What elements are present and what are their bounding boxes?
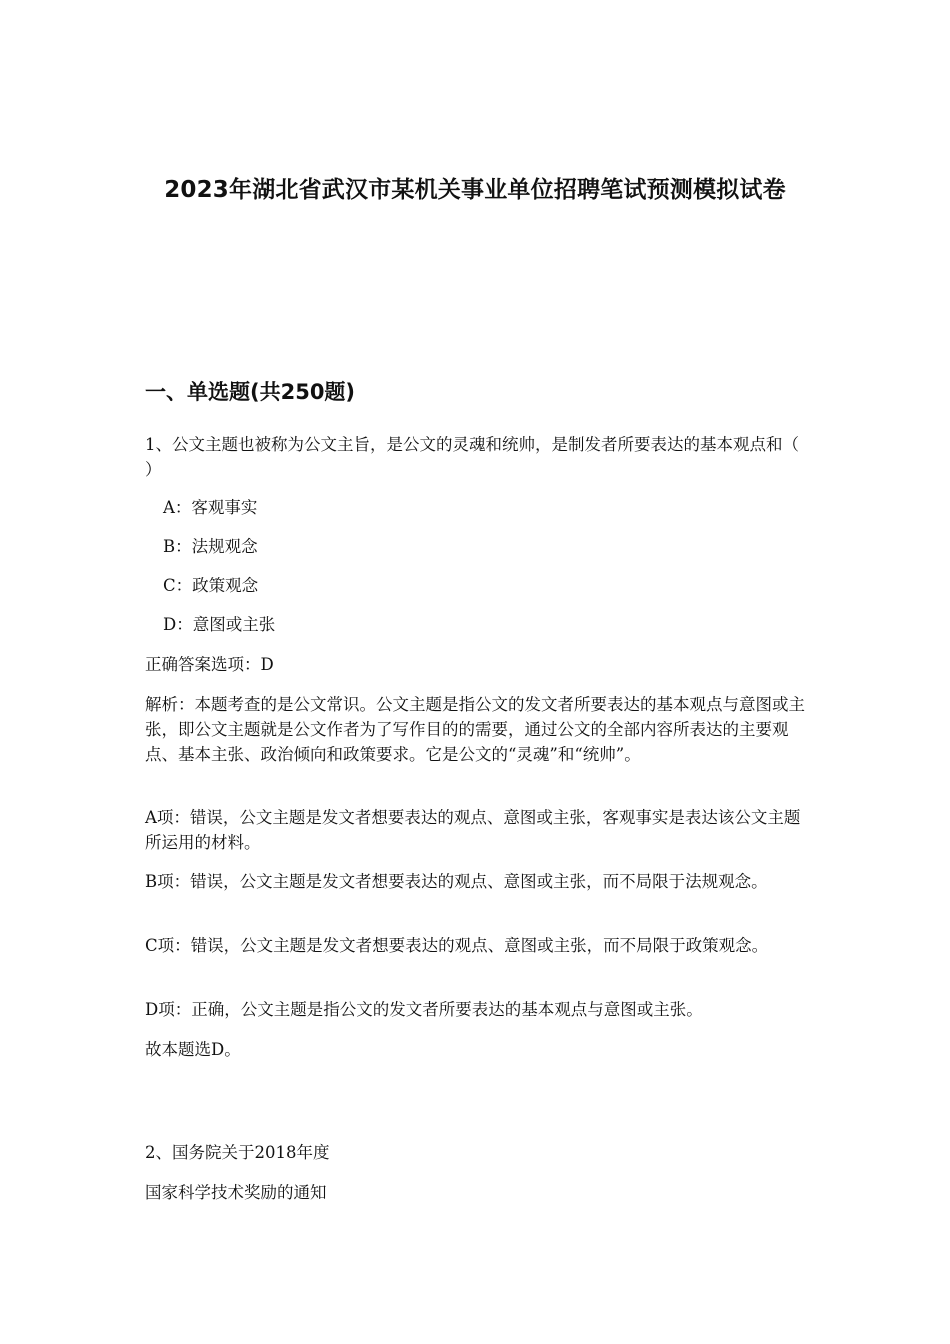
question-1-item-a: A项：错误，公文主题是发文者想要表达的观点、意图或主张，客观事实是表达该公文主题所运用的材料。 bbox=[145, 808, 801, 852]
question-1-answer: 正确答案选项：D bbox=[145, 655, 274, 674]
question-2-stem-line-1: 2、国务院关于2018年度 bbox=[145, 1143, 330, 1162]
question-1-conclusion: 故本题选D。 bbox=[145, 1040, 241, 1059]
document-title: 2023年湖北省武汉市某机关事业单位招聘笔试预测模拟试卷 bbox=[164, 177, 786, 203]
question-1-item-b: B项：错误，公文主题是发文者想要表达的观点、意图或主张，而不局限于法规观念。 bbox=[145, 872, 768, 891]
question-1-option-d: D：意图或主张 bbox=[163, 615, 276, 634]
question-1-option-c: C：政策观念 bbox=[163, 576, 259, 595]
question-1-option-b: B：法规观念 bbox=[163, 537, 258, 556]
question-1-stem: 1、公文主题也被称为公文主旨，是公文的灵魂和统帅，是制发者所要表达的基本观点和（ ） bbox=[145, 435, 799, 479]
question-1-analysis: 解析：本题考查的是公文常识。公文主题是指公文的发文者所要表达的基本观点与意图或主张，即公文主题就是公文作者为了写作目的的需要，通过公文的全部内容所表达的主要观点、基本主张、政治倾向和政策要求。它是公文的“灵魂”和“统帅”。 bbox=[145, 695, 805, 764]
question-1-option-a: A：客观事实 bbox=[163, 498, 258, 517]
question-1-item-c: C项：错误，公文主题是发文者想要表达的观点、意图或主张，而不局限于政策观念。 bbox=[145, 936, 769, 955]
question-1-item-d: D项：正确，公文主题是指公文的发文者所要表达的基本观点与意图或主张。 bbox=[145, 1000, 703, 1019]
question-2-stem-line-2: 国家科学技术奖励的通知 bbox=[145, 1183, 327, 1202]
section-heading: 一、单选题(共250题) bbox=[145, 380, 356, 404]
